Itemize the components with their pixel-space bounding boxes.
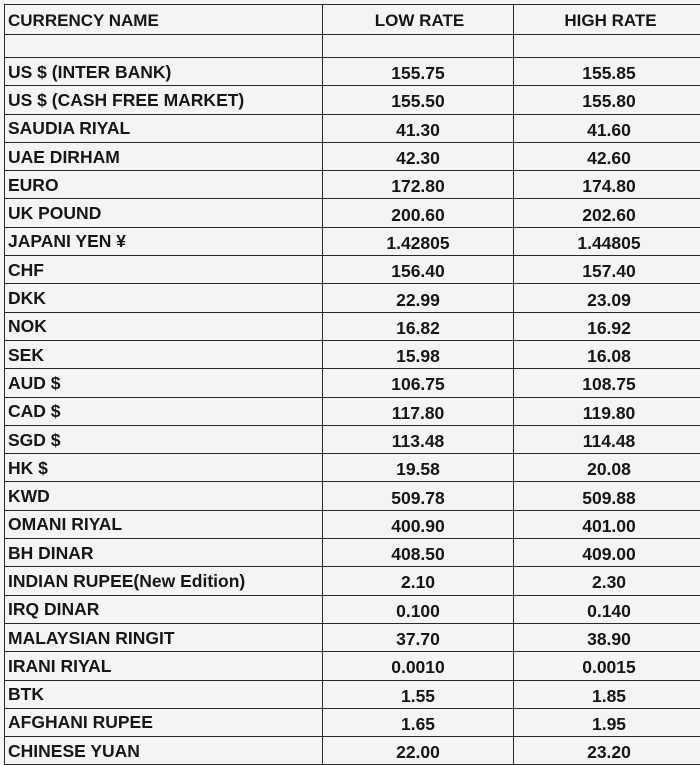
high-rate-cell: 108.75 [514, 369, 700, 397]
high-rate-cell: 42.60 [514, 142, 700, 170]
currency-name-cell: CHINESE YUAN [5, 737, 323, 765]
table-row [5, 171, 700, 199]
low-rate-cell: 15.98 [323, 340, 514, 368]
currency-name-cell: CAD $ [5, 397, 323, 425]
currency-name-cell: CHF [5, 256, 323, 284]
low-rate-cell: 22.00 [323, 737, 514, 765]
blank-cell [514, 35, 700, 58]
table-row [5, 595, 700, 623]
currency-name-cell: US $ (CASH FREE MARKET) [5, 86, 323, 114]
currency-name-cell: BTK [5, 680, 323, 708]
table-row [5, 86, 700, 114]
currency-name-cell: EURO [5, 171, 323, 199]
table-row [5, 312, 700, 340]
low-rate-cell: 1.65 [323, 708, 514, 736]
high-rate-cell: 157.40 [514, 256, 700, 284]
high-rate-cell: 114.48 [514, 425, 700, 453]
low-rate-cell: 172.80 [323, 171, 514, 199]
table-row [5, 652, 700, 680]
currency-name-cell: SAUDIA RIYAL [5, 114, 323, 142]
currency-name-cell: UK POUND [5, 199, 323, 227]
high-rate-cell: 0.0015 [514, 652, 700, 680]
low-rate-cell: 41.30 [323, 114, 514, 142]
high-rate-cell: 23.09 [514, 284, 700, 312]
high-rate-cell: 41.60 [514, 114, 700, 142]
currency-name-cell: MALAYSIAN RINGIT [5, 623, 323, 651]
high-rate-cell: 1.95 [514, 708, 700, 736]
table-row [5, 454, 700, 482]
table-row [5, 227, 700, 255]
high-rate-cell: 23.20 [514, 737, 700, 765]
table-row [5, 114, 700, 142]
high-rate-cell: 509.88 [514, 482, 700, 510]
low-rate-cell: 408.50 [323, 539, 514, 567]
low-rate-cell: 22.99 [323, 284, 514, 312]
currency-name-cell: IRANI RIYAL [5, 652, 323, 680]
low-rate-cell: 0.100 [323, 595, 514, 623]
low-rate-cell: 1.55 [323, 680, 514, 708]
header-high-rate: HIGH RATE [514, 5, 700, 35]
currency-name-cell: HK $ [5, 454, 323, 482]
low-rate-cell: 509.78 [323, 482, 514, 510]
low-rate-cell: 42.30 [323, 142, 514, 170]
currency-name-cell: AFGHANI RUPEE [5, 708, 323, 736]
table-row [5, 340, 700, 368]
currency-name-cell: INDIAN RUPEE(New Edition) [5, 567, 323, 595]
high-rate-cell: 202.60 [514, 199, 700, 227]
blank-cell [323, 35, 514, 58]
table-row [5, 482, 700, 510]
currency-name-cell: AUD $ [5, 369, 323, 397]
high-rate-cell: 155.80 [514, 86, 700, 114]
high-rate-cell: 20.08 [514, 454, 700, 482]
low-rate-cell: 200.60 [323, 199, 514, 227]
header-currency-name: CURRENCY NAME [5, 5, 323, 35]
low-rate-cell: 16.82 [323, 312, 514, 340]
table-row [5, 397, 700, 425]
table-row [5, 284, 700, 312]
currency-name-cell: BH DINAR [5, 539, 323, 567]
currency-name-cell: JAPANI YEN ¥ [5, 227, 323, 255]
table-row [5, 737, 700, 765]
low-rate-cell: 155.50 [323, 86, 514, 114]
low-rate-cell: 0.0010 [323, 652, 514, 680]
table-row [5, 425, 700, 453]
low-rate-cell: 117.80 [323, 397, 514, 425]
currency-name-cell: UAE DIRHAM [5, 142, 323, 170]
low-rate-cell: 37.70 [323, 623, 514, 651]
high-rate-cell: 1.85 [514, 680, 700, 708]
blank-cell [5, 35, 323, 58]
table-row [5, 58, 700, 86]
table-row [5, 142, 700, 170]
high-rate-cell: 0.140 [514, 595, 700, 623]
high-rate-cell: 2.30 [514, 567, 700, 595]
high-rate-cell: 155.85 [514, 58, 700, 86]
high-rate-cell: 401.00 [514, 510, 700, 538]
high-rate-cell: 174.80 [514, 171, 700, 199]
table-row [5, 567, 700, 595]
high-rate-cell: 409.00 [514, 539, 700, 567]
currency-name-cell: IRQ DINAR [5, 595, 323, 623]
high-rate-cell: 16.08 [514, 340, 700, 368]
currency-name-cell: SGD $ [5, 425, 323, 453]
low-rate-cell: 113.48 [323, 425, 514, 453]
high-rate-cell: 119.80 [514, 397, 700, 425]
currency-name-cell: NOK [5, 312, 323, 340]
table-row [5, 708, 700, 736]
table-row [5, 623, 700, 651]
low-rate-cell: 106.75 [323, 369, 514, 397]
header-row [5, 5, 700, 35]
low-rate-cell: 19.58 [323, 454, 514, 482]
currency-name-cell: KWD [5, 482, 323, 510]
table-row [5, 539, 700, 567]
low-rate-cell: 2.10 [323, 567, 514, 595]
blank-row [5, 35, 700, 58]
currency-name-cell: OMANI RIYAL [5, 510, 323, 538]
table-row [5, 199, 700, 227]
high-rate-cell: 16.92 [514, 312, 700, 340]
table-row [5, 680, 700, 708]
high-rate-cell: 38.90 [514, 623, 700, 651]
currency-name-cell: US $ (INTER BANK) [5, 58, 323, 86]
header-low-rate: LOW RATE [323, 5, 514, 35]
rate-sheet [4, 4, 700, 765]
high-rate-cell: 1.44805 [514, 227, 700, 255]
low-rate-cell: 1.42805 [323, 227, 514, 255]
low-rate-cell: 156.40 [323, 256, 514, 284]
currency-name-cell: DKK [5, 284, 323, 312]
table-row [5, 369, 700, 397]
table-row [5, 256, 700, 284]
rate-table-body [5, 35, 700, 765]
low-rate-cell: 155.75 [323, 58, 514, 86]
currency-name-cell: SEK [5, 340, 323, 368]
currency-rates-table [4, 4, 700, 765]
table-row [5, 510, 700, 538]
low-rate-cell: 400.90 [323, 510, 514, 538]
